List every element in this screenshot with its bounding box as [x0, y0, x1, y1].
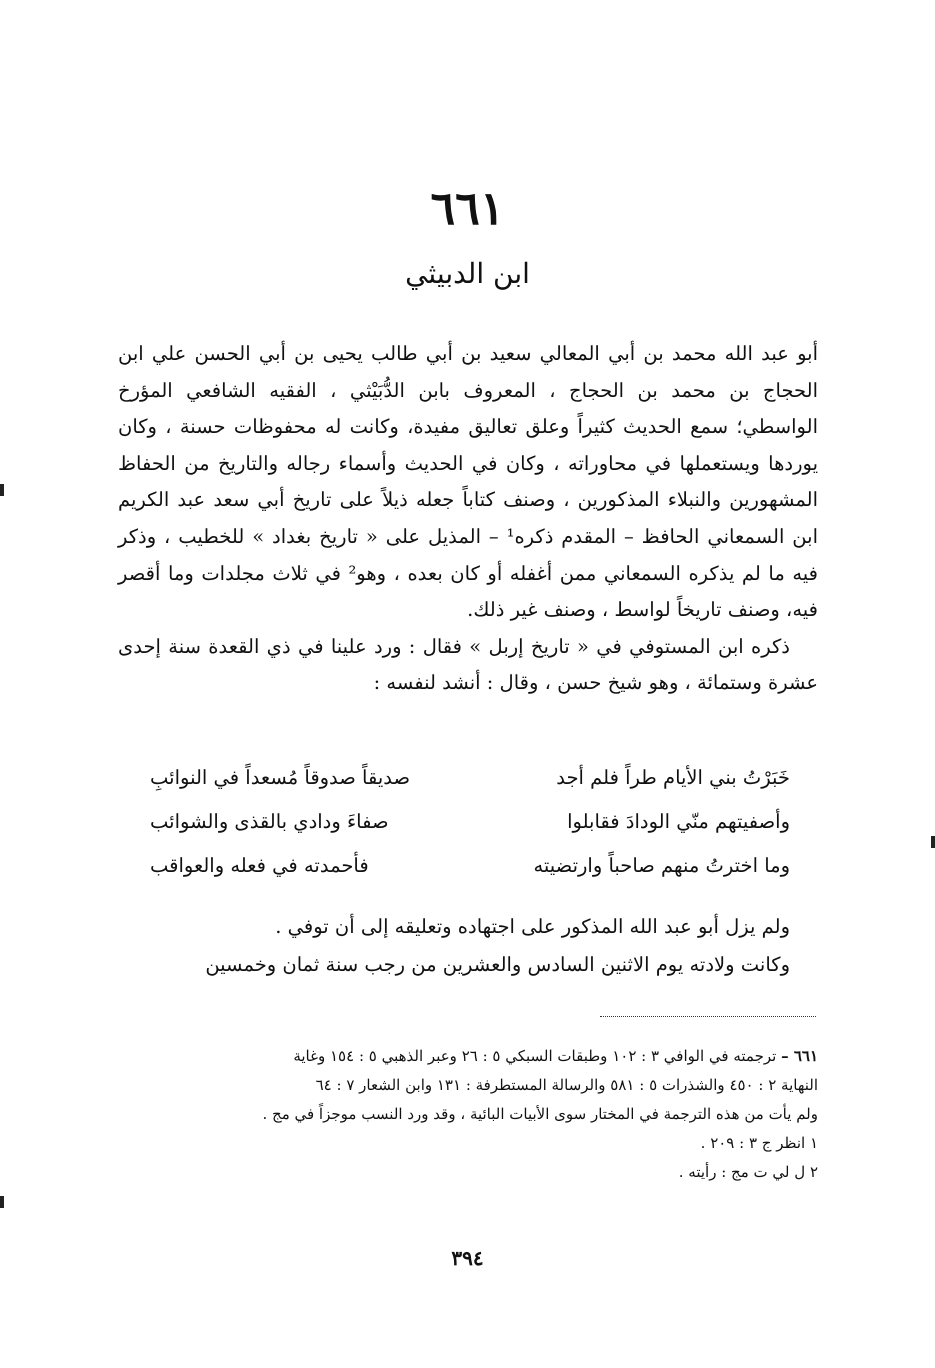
biography-paragraph: ذكره ابن المستوفي في « تاريخ إربل » فقال : ورد علينا في ذي القعدة سنة إحدى عشرة وستمائة ، وهو شيخ حسن ، وقال : أنشد لنفسه : [118, 634, 818, 695]
closing-paragraph: ولم يزل أبو عبد الله المذكور على اجتهاده وتعليقه إلى أن توفي . [275, 915, 790, 938]
footnotes [118, 1042, 818, 1187]
footnote-number: ٦٦١ – [781, 1047, 818, 1065]
verse-first-hemistich: وما اخترتُ منهم صاحباً وارتضيته [533, 854, 790, 877]
biography-text [118, 336, 818, 702]
scan-edge-mark [0, 484, 4, 496]
scan-edge-mark [931, 836, 935, 848]
entry-number: ٦٦١ [430, 181, 505, 235]
footnote-line: ولم يأت من هذه الترجمة في المختار سوى الأبيات البائية ، وقد ورد النسب موجزاً في مج . [262, 1105, 818, 1123]
footnote-main [118, 1042, 818, 1071]
footnote-line: النهاية ٢ : ٤٥٠ والشذرات ٥ : ٥٨١ والرسالة المستطرفة : ١٣١ وابن الشعار ٧ : ٦٤ [315, 1076, 818, 1094]
biography-paragraph: أبو عبد الله محمد بن أبي المعالي سعيد بن أبي طالب يحيى بن أبي الحسن علي ابن الحجاج بن محمد بن الحجاج ، المعروف بابن الدُّبَيْثي ، الفقيه الشافعي المؤرخ الواسطي؛ سمع الحديث كثيراً وعلق تعاليق مفيدة، وكانت له محفوظات حسنة ، وكان يوردها ويستعملها في محاوراته ، وكان في الحديث وأسماء رجاله والتاريخ من الحفاظ المشهورين والنبلاء المذكورين ، وصنف كتاباً جعله ذيلاً على تاريخ أبي سعد عبد الكريم ابن السمعاني الحافظ – المقدم ذكره¹ – المذيل على « تاريخ بغداد » للخطيب ، وذكر فيه ما لم يذكره السمعاني ممن أغفله أو كان بعده ، وهو² في ثلاث مجلدات وما أقصر فيه، وصنف تاريخاً لواسط ، وصنف غير ذلك. [118, 342, 818, 622]
closing-paragraph: وكانت ولادته يوم الاثنين السادس والعشرين من رجب سنة ثمان وخمسين [205, 953, 790, 976]
poem-verse [150, 844, 790, 888]
verse-second-hemistich: صفاءَ ودادي بالقذى والشوائب [150, 810, 389, 833]
entry-title: ابن الدبيثي [405, 257, 530, 290]
verse-second-hemistich: صديقاً صدوقاً مُسعداً في النوائبِ [150, 766, 411, 789]
poem-verse [150, 756, 790, 800]
footnote-1: ١ انظر ج ٣ : ٢٠٩ . [700, 1134, 818, 1152]
footnote-2: ٢ ل لي ت مج : رأيته . [678, 1163, 818, 1181]
footnote-text: ترجمته في الوافي ٣ : ١٠٢ وطبقات السبكي ٥ : ٢٦ وعبر الذهبي ٥ : ١٥٤ وغاية [293, 1047, 777, 1065]
closing-text [118, 908, 818, 984]
poem [150, 756, 790, 888]
scan-edge-mark [0, 1196, 4, 1208]
verse-first-hemistich: وأصفيتهم منّي الودادَ فقابلوا [567, 810, 790, 833]
verse-second-hemistich: فأحمدته في فعله والعواقب [150, 854, 369, 877]
poem-verse [150, 800, 790, 844]
verse-first-hemistich: خَبَرْتُ بني الأيام طراً فلم أجد [556, 766, 790, 789]
footnote-separator [600, 1016, 816, 1017]
page-number: ٣٩٤ [451, 1246, 484, 1270]
